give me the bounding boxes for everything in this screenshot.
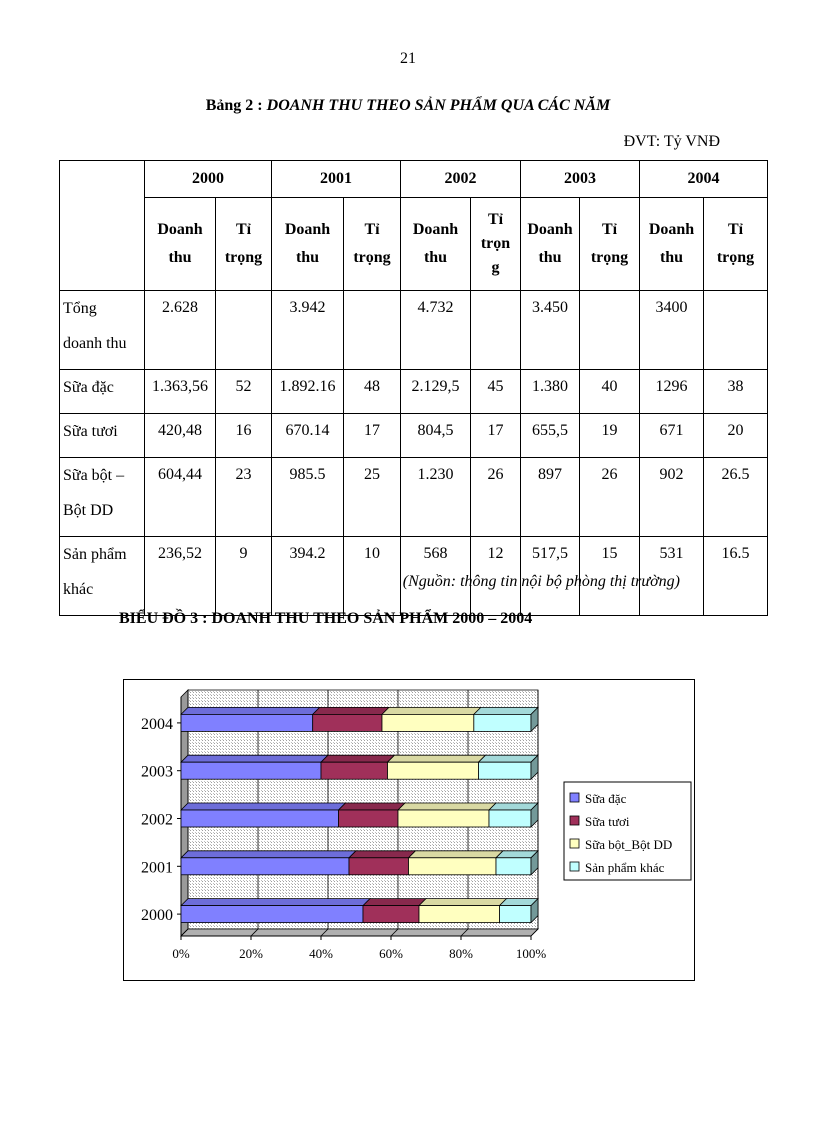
row-label: Sản phẩm khác (60, 537, 145, 616)
year-header-2001: 2001 (272, 161, 401, 198)
bar-top-face (339, 803, 406, 810)
legend-swatch (570, 793, 579, 802)
revenue-cell: 1.363,56 (145, 370, 216, 414)
bar-segment (339, 810, 399, 827)
bar-segment (349, 858, 409, 875)
bar-top-face (181, 755, 328, 762)
share-cell: 26.5 (704, 458, 768, 537)
bar-top-face (479, 755, 539, 762)
bar-top-face (349, 851, 416, 858)
legend-swatch (570, 839, 579, 848)
chart-frame (123, 679, 695, 981)
share-cell (580, 291, 640, 370)
revenue-cell: 3400 (640, 291, 704, 370)
revenue-cell: 804,5 (401, 414, 471, 458)
bar-top-face (181, 803, 346, 810)
x-tick-label: 60% (379, 946, 403, 961)
legend-label: Sữa đặc (585, 791, 627, 806)
bar-segment (409, 858, 497, 875)
share-header: Tỉ trọng (344, 198, 401, 291)
x-tick-label: 0% (172, 946, 190, 961)
row-label: Tổng doanh thu (60, 291, 145, 370)
condensed-milk-row (60, 370, 768, 414)
revenue-cell: 670.14 (272, 414, 344, 458)
table-title-prefix: Bảng 2 : (205, 97, 267, 114)
revenue-cell: 4.732 (401, 291, 471, 370)
legend-label: Sữa bột_Bột DD (585, 837, 673, 852)
revenue-header: Doanh thu (640, 198, 704, 291)
revenue-cell: 1.230 (401, 458, 471, 537)
revenue-cell: 985.5 (272, 458, 344, 537)
revenue-header: Doanh thu (145, 198, 216, 291)
bar-segment (313, 714, 382, 731)
revenue-cell: 394.2 (272, 537, 344, 616)
revenue-cell: 1.892.16 (272, 370, 344, 414)
share-cell: 16.5 (704, 537, 768, 616)
year-header-2004: 2004 (640, 161, 768, 198)
bar-segment (500, 906, 532, 923)
share-cell: 12 (471, 537, 521, 616)
bar-top-face (388, 755, 486, 762)
revenue-cell: 568 (401, 537, 471, 616)
legend-label: Sữa tươi (585, 814, 630, 829)
revenue-cell: 420,48 (145, 414, 216, 458)
share-cell: 23 (216, 458, 272, 537)
share-cell: 10 (344, 537, 401, 616)
share-cell: 9 (216, 537, 272, 616)
bar-segment (181, 714, 313, 731)
stacked-bar-chart (124, 680, 696, 982)
table-body (60, 291, 768, 616)
bar-top-face (181, 707, 320, 714)
bar-segment (363, 906, 419, 923)
bar-segment (382, 714, 474, 731)
revenue-cell: 2.129,5 (401, 370, 471, 414)
revenue-header: Doanh thu (401, 198, 471, 291)
bar-segment (181, 906, 363, 923)
share-cell (704, 291, 768, 370)
share-cell: 26 (471, 458, 521, 537)
revenue-cell: 517,5 (521, 537, 580, 616)
chart-heading: BIỂU ĐỒ 3 : DOANH THU THEO SẢN PHẨM 2000 – 2004 (119, 610, 533, 627)
y-tick-label: 2002 (141, 811, 173, 829)
revenue-cell: 655,5 (521, 414, 580, 458)
share-cell: 15 (580, 537, 640, 616)
bar-segment (181, 762, 321, 779)
share-cell: 17 (471, 414, 521, 458)
share-cell: 17 (344, 414, 401, 458)
revenue-cell: 2.628 (145, 291, 216, 370)
bar-segment (398, 810, 489, 827)
bar-top-face (181, 899, 370, 906)
y-tick-label: 2003 (141, 763, 173, 781)
revenue-cell: 897 (521, 458, 580, 537)
year-header-2002: 2002 (401, 161, 521, 198)
share-cell: 40 (580, 370, 640, 414)
powdered-milk-row (60, 458, 768, 537)
x-tick-label: 20% (239, 946, 263, 961)
share-header: Tỉ trọng (704, 198, 768, 291)
legend-swatch (570, 862, 579, 871)
y-tick-label: 2000 (141, 907, 173, 925)
share-cell: 16 (216, 414, 272, 458)
bar-segment (496, 858, 531, 875)
revenue-cell: 1296 (640, 370, 704, 414)
y-tick-label: 2001 (141, 859, 173, 877)
x-tick-label: 40% (309, 946, 333, 961)
bar-segment (474, 714, 531, 731)
table-title-text: DOANH THU THEO SẢN PHẨM QUA CÁC NĂM (266, 97, 611, 114)
bar-top-face (382, 707, 481, 714)
revenue-cell: 531 (640, 537, 704, 616)
share-cell: 26 (580, 458, 640, 537)
revenue-cell: 604,44 (145, 458, 216, 537)
bar-segment (388, 762, 479, 779)
revenue-cell: 1.380 (521, 370, 580, 414)
x-tick-label: 100% (515, 946, 547, 961)
share-header: Tỉ trọn g (471, 198, 521, 291)
bar-top-face (398, 803, 496, 810)
revenue-header: Doanh thu (272, 198, 344, 291)
plot-floor (181, 929, 538, 936)
row-label: Sữa tươi (60, 414, 145, 458)
table-title (0, 97, 816, 115)
revenue-cell: 3.450 (521, 291, 580, 370)
source-note: (Nguồn: thông tin nội bộ phòng thị trường) (402, 573, 680, 590)
bar-top-face (363, 899, 426, 906)
share-header: Tỉ trọng (580, 198, 640, 291)
share-cell: 45 (471, 370, 521, 414)
revenue-header: Doanh thu (521, 198, 580, 291)
share-cell: 52 (216, 370, 272, 414)
year-header-2000: 2000 (145, 161, 272, 198)
unit-note: ĐVT: Tỷ VNĐ (623, 133, 720, 150)
revenue-cell: 3.942 (272, 291, 344, 370)
page-number: 21 (400, 50, 416, 67)
x-tick-label: 80% (449, 946, 473, 961)
bar-segment (321, 762, 388, 779)
share-cell (471, 291, 521, 370)
row-label: Sữa bột – Bột DD (60, 458, 145, 537)
legend-label: Sản phẩm khác (585, 860, 665, 875)
bar-segment (419, 906, 500, 923)
share-header: Tỉ trọng (216, 198, 272, 291)
share-cell: 19 (580, 414, 640, 458)
year-header-2003: 2003 (521, 161, 640, 198)
share-cell (344, 291, 401, 370)
legend-swatch (570, 816, 579, 825)
bar-top-face (181, 851, 356, 858)
share-cell (216, 291, 272, 370)
share-cell: 25 (344, 458, 401, 537)
bar-top-face (474, 707, 538, 714)
share-cell: 38 (704, 370, 768, 414)
revenue-cell: 236,52 (145, 537, 216, 616)
revenue-cell: 902 (640, 458, 704, 537)
revenue-table (59, 160, 768, 616)
bar-segment (181, 810, 339, 827)
bar-top-face (409, 851, 504, 858)
y-tick-label: 2004 (141, 715, 173, 733)
share-cell: 48 (344, 370, 401, 414)
table-corner-cell (60, 161, 145, 291)
bar-segment (489, 810, 531, 827)
revenue-cell: 671 (640, 414, 704, 458)
bar-top-face (489, 803, 538, 810)
share-cell: 20 (704, 414, 768, 458)
bar-segment (181, 858, 349, 875)
row-label: Sữa đặc (60, 370, 145, 414)
fresh-milk-row (60, 414, 768, 458)
bar-top-face (313, 707, 389, 714)
bar-segment (479, 762, 532, 779)
total-revenue-row (60, 291, 768, 370)
bar-top-face (321, 755, 395, 762)
bar-top-face (419, 899, 507, 906)
